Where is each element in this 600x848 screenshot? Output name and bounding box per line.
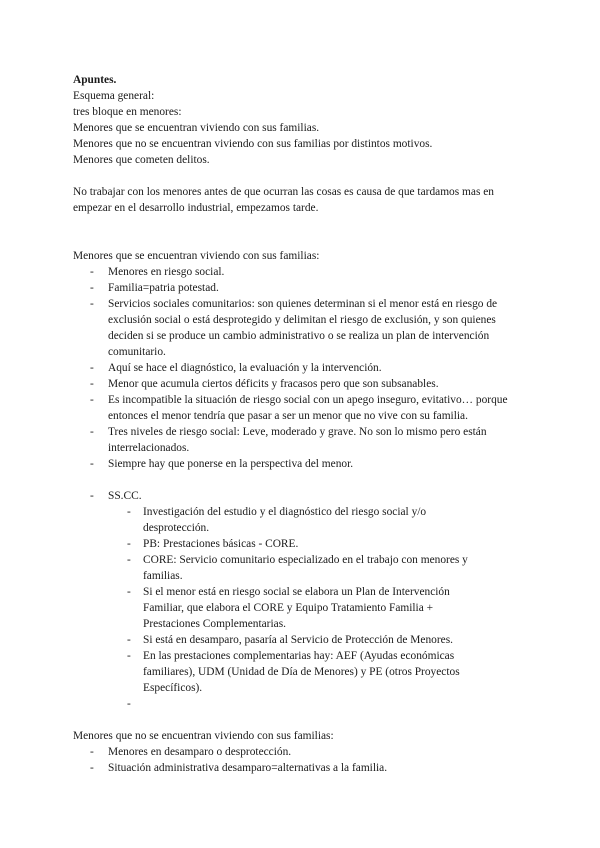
- sublist-item: [73, 552, 543, 584]
- sublist-item: [73, 504, 543, 536]
- list-item: [73, 424, 543, 456]
- section2-heading: Menores que no se encuentran viviendo con sus familias:: [73, 730, 334, 742]
- sublist-item: [73, 648, 543, 696]
- list-item: [73, 296, 543, 360]
- list-item: [73, 456, 543, 472]
- intro-line: Menores que se encuentran viviendo con sus familias.: [73, 122, 320, 134]
- section2-list: [73, 744, 543, 776]
- intro-block: [73, 88, 543, 168]
- intro-line: Menores que cometen delitos.: [73, 154, 210, 166]
- ssc-label: - SS.CC.: [108, 490, 142, 502]
- sublist-item-text: - CORE: Servicio comunitario especializado en el trabajo con menores y familias.: [143, 554, 468, 582]
- ssc-list: [73, 488, 543, 504]
- sublist-item-text: - PB: Prestaciones básicas - CORE.: [143, 538, 299, 550]
- sublist-item-empty: [73, 696, 543, 712]
- section1-heading: Menores que se encuentran viviendo con sus familias:: [73, 250, 320, 262]
- document-body: [73, 72, 543, 776]
- list-item: [73, 264, 543, 280]
- sublist-item-text: - Investigación del estudio y el diagnóstico del riesgo social y/o desprotección.: [143, 506, 427, 534]
- section1-list: [73, 264, 543, 472]
- list-item-text: - Tres niveles de riesgo social: Leve, moderado y grave. No son lo mismo pero están interrelacionados.: [108, 426, 487, 454]
- list-item-text: - Servicios sociales comunitarios: son quienes determinan si el menor está en riesgo de exclusión social o está desprotegido y delimitan el riesgo de exclusión, y son quienes deciden si se produce un cambio administrativo o se realiza un plan de intervención comunitario.: [108, 298, 498, 358]
- list-item: [73, 360, 543, 376]
- list-item-text: - Menores en riesgo social.: [108, 266, 225, 278]
- list-item-text: - Es incompatible la situación de riesgo social con un apego inseguro, evitativo… porque entonces el menor tendría que pasar a ser un menor que no vive con su familia.: [108, 394, 508, 422]
- list-item-text: - Situación administrativa desamparo=alternativas a la familia.: [108, 762, 388, 774]
- list-item-text: - Aquí se hace el diagnóstico, la evaluación y la intervención.: [108, 362, 382, 374]
- sublist-item-text: - Si el menor está en riesgo social se elabora un Plan de Intervención Familiar, que elabora el CORE y Equipo Tratamiento Familia + Prestaciones Complementarias.: [143, 586, 450, 630]
- list-item-text: - Menores en desamparo o desprotección.: [108, 746, 292, 758]
- document-title: Apuntes.: [73, 74, 117, 86]
- intro-line: Menores que no se encuentran viviendo con sus familias por distintos motivos.: [73, 138, 433, 150]
- list-item-text: - Menor que acumula ciertos déficits y fracasos pero que son subsanables.: [108, 378, 439, 390]
- intro-line: tres bloque en menores:: [73, 106, 182, 118]
- spacer: [73, 712, 543, 728]
- list-item-text: - Familia=patria potestad.: [108, 282, 219, 294]
- sublist-item: [73, 632, 543, 648]
- sublist-item-text: [143, 696, 488, 712]
- spacer: [73, 216, 543, 248]
- note-paragraph: No trabajar con los menores antes de que ocurran las cosas es causa de que tardamos mas en empezar en el desarrollo industrial, empezamos tarde.: [73, 186, 494, 214]
- list-item-ssc: [73, 488, 543, 504]
- spacer: [73, 472, 543, 488]
- sublist-item-text: - En las prestaciones complementarias hay: AEF (Ayudas económicas familiares), UDM (Unidad de Día de Menores) y PE (otros Proyectos Específicos).: [143, 650, 460, 694]
- sublist-item-text: - Si está en desamparo, pasaría al Servicio de Protección de Menores.: [143, 634, 453, 646]
- sublist-item: [73, 536, 543, 552]
- sublist-item: [73, 584, 543, 632]
- ssc-sublist: [73, 504, 543, 712]
- spacer: [73, 168, 543, 184]
- list-item: [73, 744, 543, 760]
- list-item: [73, 392, 543, 424]
- list-item: [73, 280, 543, 296]
- list-item: [73, 376, 543, 392]
- list-item-text: - Siempre hay que ponerse en la perspectiva del menor.: [108, 458, 354, 470]
- intro-line: Esquema general:: [73, 90, 155, 102]
- list-item: [73, 760, 543, 776]
